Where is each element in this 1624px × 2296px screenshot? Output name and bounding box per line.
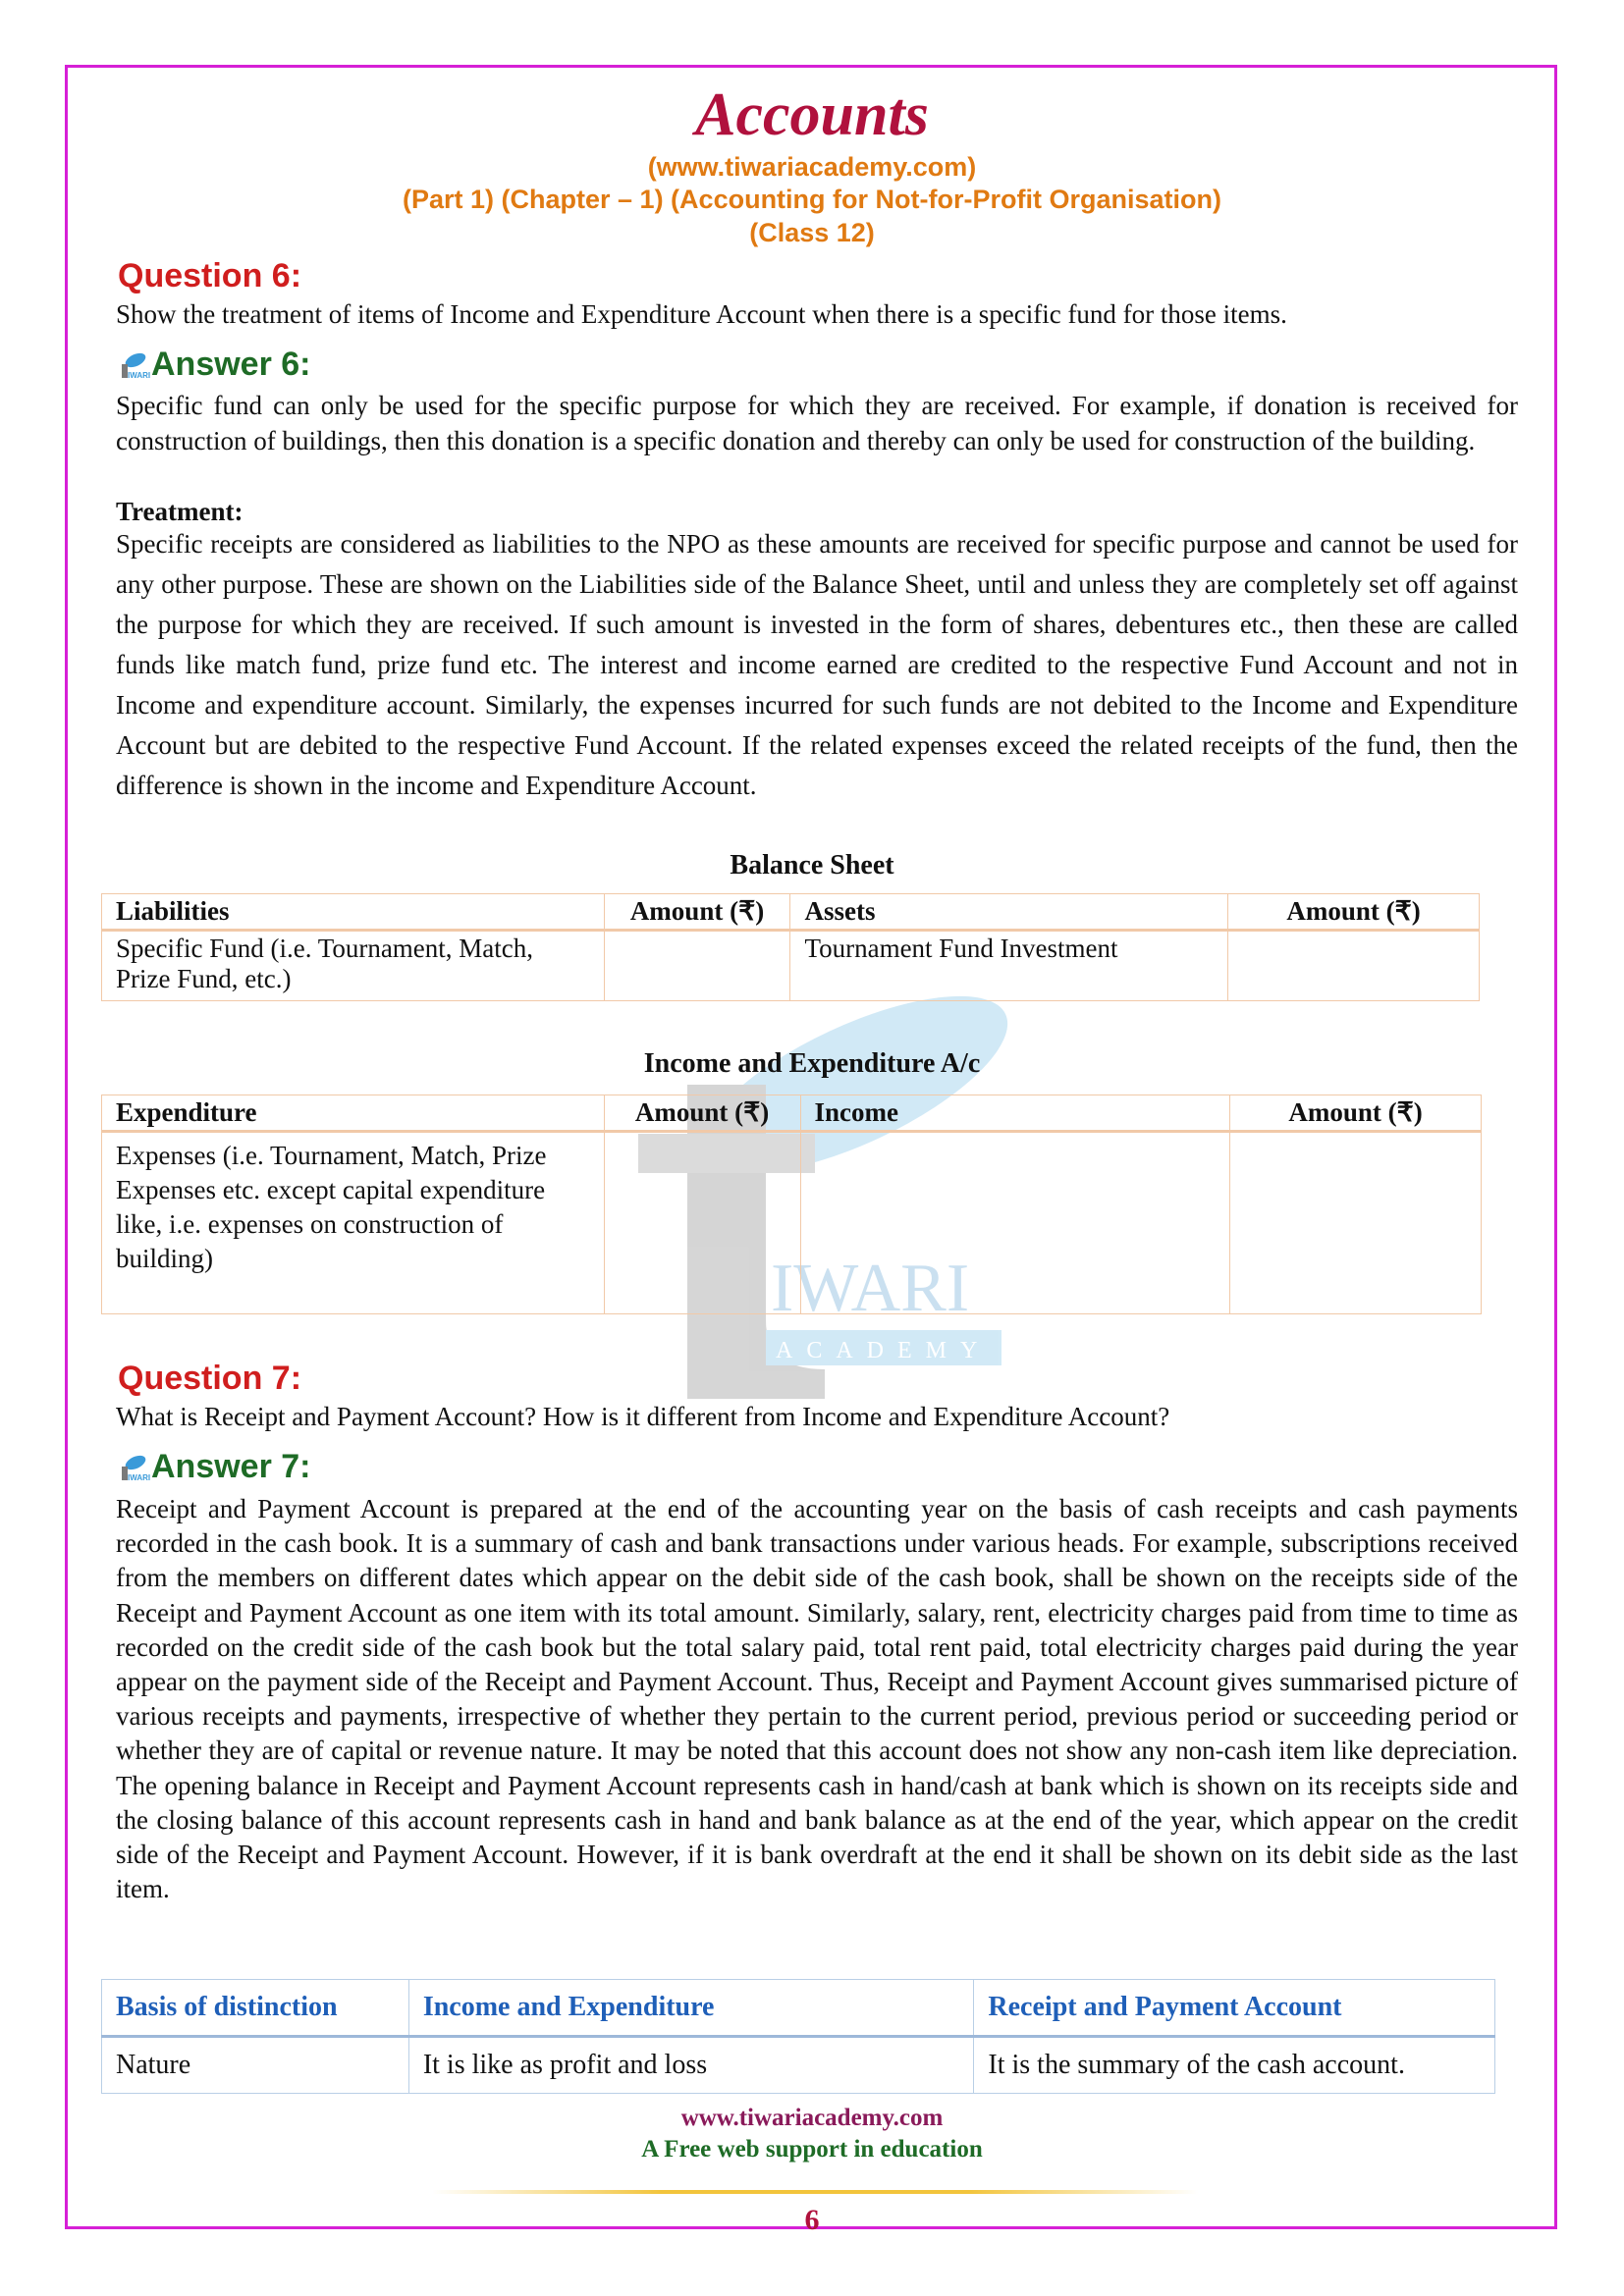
question-7-heading: Question 7: [118,1360,302,1397]
svg-text:IWARI: IWARI [128,1472,151,1482]
header-receipt-payment: Receipt and Payment Account [974,1980,1495,2037]
table-header-row [102,1095,1482,1132]
page-number: 6 [804,2204,820,2236]
table-header-row [102,894,1480,931]
income-expenditure-caption: Income and Expenditure A/c [643,1048,981,1079]
svg-text:IWARI: IWARI [128,370,151,380]
cell-amount [1228,931,1480,1001]
header-income-expenditure: Income and Expenditure [408,1980,974,2037]
cell-expenditure: Expenses (i.e. Tournament, Match, Prize Expenses etc. except capital expenditure like, i.e. expenses on construction of building) [102,1132,605,1314]
header-assets: Assets [790,894,1228,931]
cell-income [800,1132,1230,1314]
question-7-text: What is Receipt and Payment Account? How is it different from Income and Expenditure Account? [116,1402,1170,1431]
cell-asset: Tournament Fund Investment [790,931,1228,1001]
footer-divider [432,2190,1198,2194]
answer-6-para-1: Specific fund can only be used for the specific purpose for which they are received. For example, if donation is received for construction of buildings, then this donation is a specific donation and thereby can only be used for construction of the building. [116,391,1518,455]
class-line: (Class 12) [749,218,875,247]
table-row [102,931,1480,1001]
footer-website-link[interactable]: www.tiwariacademy.com [680,2105,944,2131]
header-amount: Amount (₹) [1230,1095,1482,1132]
answer-6-heading-row [118,346,311,384]
table-header-row [102,1980,1495,2037]
cell-amount [604,931,790,1001]
table-row [102,1132,1482,1314]
income-expenditure-table [101,1095,1482,1314]
balance-sheet-caption: Balance Sheet [730,850,894,881]
cell-liability: Specific Fund (i.e. Tournament, Match, Prize Fund, etc.) [102,931,605,1001]
cell-income-expenditure: It is like as profit and loss [408,2037,974,2094]
tiwari-logo-icon [118,350,151,380]
footer-tagline: A Free web support in education [641,2136,983,2163]
treatment-label: Treatment: [116,497,244,526]
cell-amount [1230,1132,1482,1314]
answer-7-heading-row [118,1448,311,1486]
cell-amount [604,1132,800,1314]
header-income: Income [800,1095,1230,1132]
answer-6-para-2: Specific receipts are considered as liabilities to the NPO as these amounts are received for specific purpose and cannot be used for any other purpose. These are shown on the Liabilities side of the Balance Sheet, until and unless they are completely set off against the purpose for which they are received. If such amount is invested in the form of shares, debentures etc., then these are called funds like match fund, prize fund etc. The interest and income earned are credited to the respective Fund Account and not in Income and expenditure account. Similarly, the expenses incurred for such funds are not debited to the Income and Expenditure Account but are debited to the respective Fund Account. If the related expenses exceed the related receipts of the fund, then the difference is shown in the income and Expenditure Account. [116,529,1518,800]
question-6-text: Show the treatment of items of Income and Expenditure Account when there is a specific fund for those items. [116,299,1287,329]
cell-receipt-payment: It is the summary of the cash account. [974,2037,1495,2094]
question-6-heading: Question 6: [118,257,302,294]
header-amount: Amount (₹) [604,1095,800,1132]
tiwari-logo-icon [118,1453,151,1482]
page-title: Accounts [695,81,929,148]
answer-6-heading: Answer 6: [151,346,311,383]
header-amount: Amount (₹) [1228,894,1480,931]
answer-7-heading: Answer 7: [151,1448,311,1485]
chapter-line: (Part 1) (Chapter – 1) (Accounting for Not-for-Profit Organisation) [403,185,1221,214]
header-basis: Basis of distinction [102,1980,409,2037]
table-row [102,2037,1495,2094]
cell-basis: Nature [102,2037,409,2094]
watermark-subtext: ACADEMY [776,1338,992,1363]
header-expenditure: Expenditure [102,1095,605,1132]
website-link[interactable]: (www.tiwariacademy.com) [647,152,977,182]
header-liabilities: Liabilities [102,894,605,931]
watermark-text: IWARI [771,1251,970,1326]
header-amount: Amount (₹) [604,894,790,931]
answer-7-para: Receipt and Payment Account is prepared at the end of the accounting year on the basis of cash receipts and cash payments recorded in the cash book. It is a summary of cash and bank transactions under various heads. For example, subscriptions received from the members on different dates which appear on the debit side of the cash book, shall be shown on the receipts side of the Receipt and Payment Account as one item with its total amount. Similarly, salary, rent, electricity charges paid from time to time as recorded on the credit side of the cash book but the total salary paid, total rent paid, total electricity charges paid during the year appear on the payment side of the Receipt and Payment Account. Thus, Receipt and Payment Account gives summarised picture of various receipts and payments, irrespective of whether they pertain to the current period, previous period or succeeding period or whether they are of capital or revenue nature. It may be noted that this account does not show any non-cash item like depreciation. The opening balance in Receipt and Payment Account represents cash in hand/cash at bank which is shown on its receipts side and the closing balance of this account represents cash in hand and bank balance as at the end of the year, which appear on the credit side of the Receipt and Payment Account. However, if it is bank overdraft at the end it shall be shown on its debit side as the last item. [116,1494,1518,1904]
balance-sheet-table [101,893,1480,1001]
distinction-table [101,1979,1495,2094]
